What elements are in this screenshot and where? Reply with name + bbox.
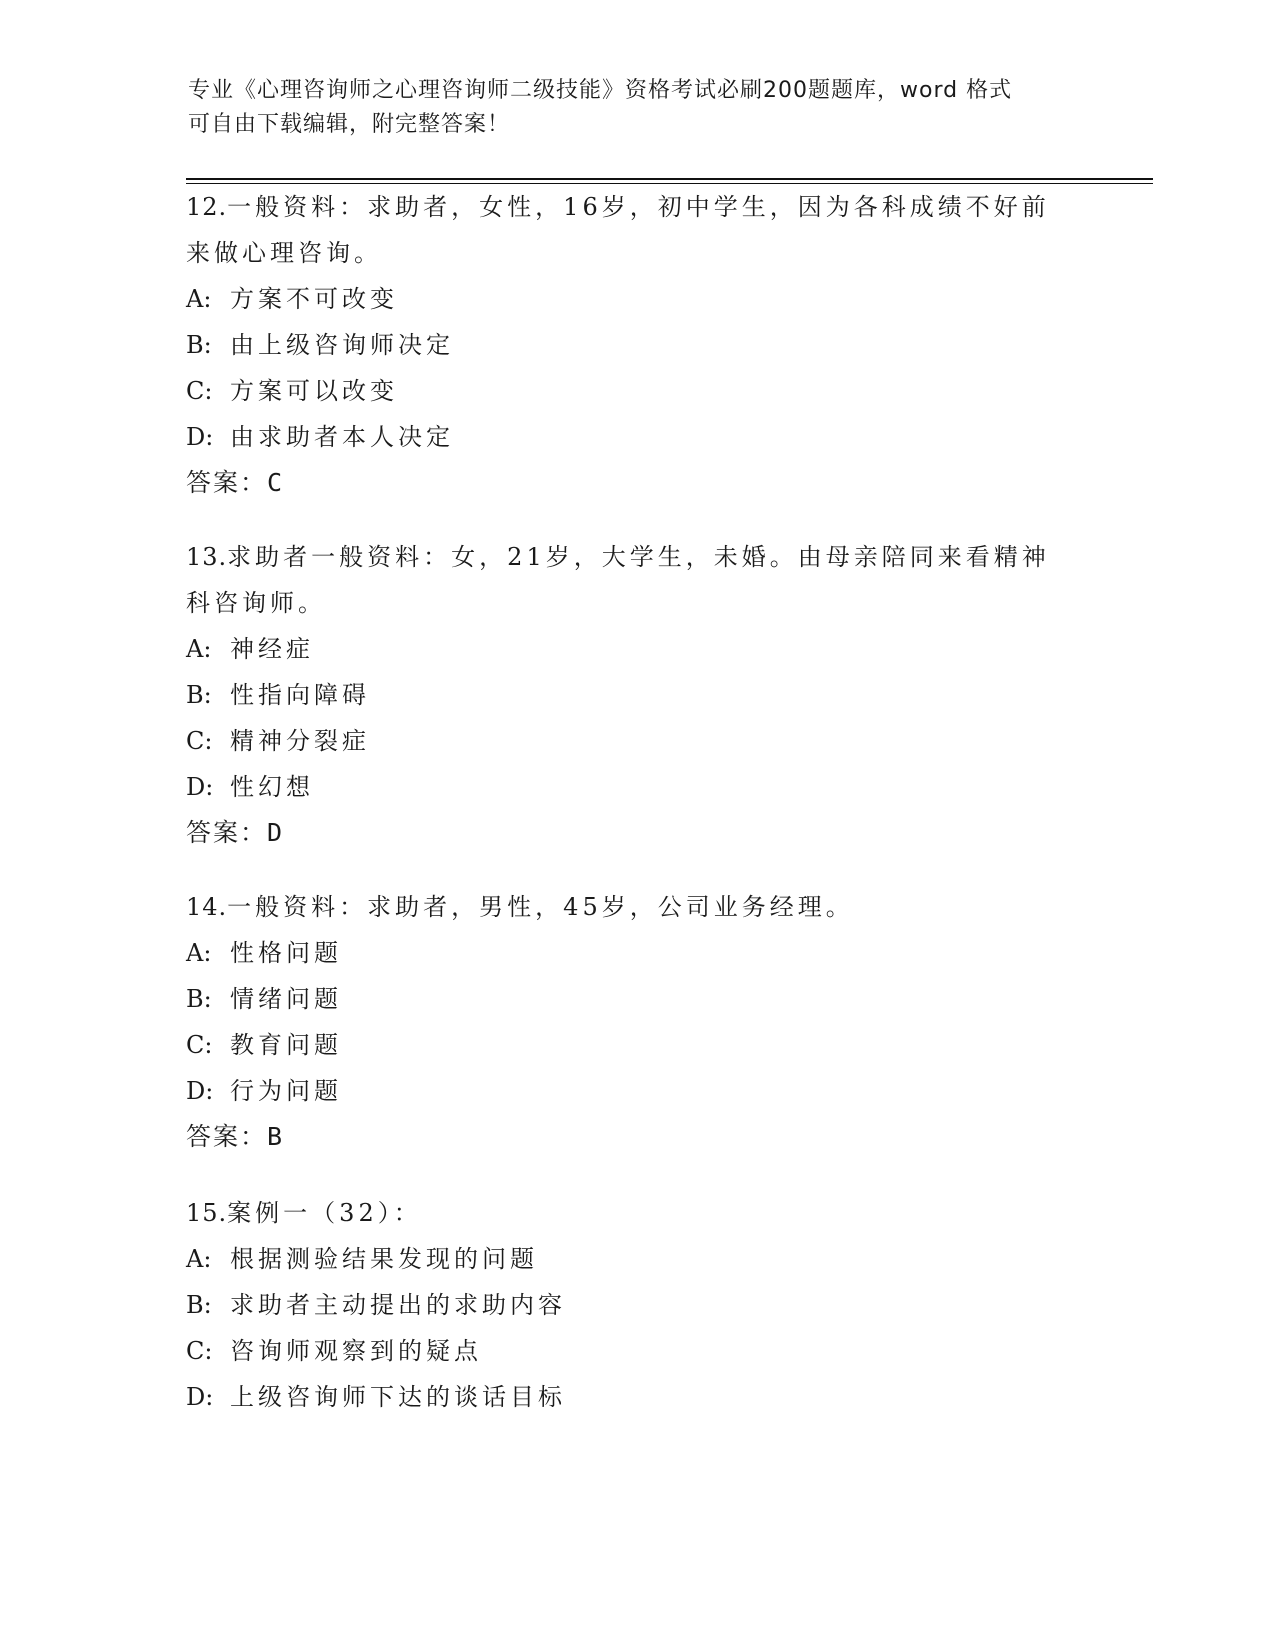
question-stem-line-1 xyxy=(186,884,1086,930)
option-text: 方案不可改变 xyxy=(230,285,398,313)
question-stem xyxy=(186,884,1086,930)
header-title-line-1: 专业《心理咨询师之心理咨询师二级技能》资格考试必刷200题题库，word 格式 xyxy=(188,78,1013,103)
option-key: D: xyxy=(186,1077,214,1105)
option-text: 情绪问题 xyxy=(230,985,342,1013)
option-key: A: xyxy=(186,939,212,967)
option-text: 精神分裂症 xyxy=(230,727,370,755)
option-text: 性幻想 xyxy=(230,773,314,801)
option-text: 由求助者本人决定 xyxy=(230,423,454,451)
answer-label: 答案： xyxy=(186,818,268,847)
answer-label: 答案： xyxy=(186,468,268,497)
option-a xyxy=(186,1236,1086,1282)
question-stem-line-1 xyxy=(186,1190,1086,1236)
option-d xyxy=(186,764,1086,810)
option-key: A: xyxy=(186,1245,212,1273)
option-key: A: xyxy=(186,635,212,663)
document-header xyxy=(188,74,1088,142)
answer-line xyxy=(186,810,1086,856)
option-b xyxy=(186,976,1086,1022)
option-key: B: xyxy=(186,681,212,709)
header-divider-thick xyxy=(186,178,1153,180)
question-number: 12. xyxy=(186,193,228,221)
option-key: C: xyxy=(186,1337,213,1365)
option-b xyxy=(186,322,1086,368)
option-a xyxy=(186,930,1086,976)
option-c xyxy=(186,718,1086,764)
question-14 xyxy=(186,884,1086,1160)
option-key: D: xyxy=(186,1383,214,1411)
option-text: 行为问题 xyxy=(230,1077,342,1105)
option-key: C: xyxy=(186,727,213,755)
question-stem xyxy=(186,534,1086,626)
answer-value: C xyxy=(267,468,283,497)
option-key: C: xyxy=(186,1031,213,1059)
question-12 xyxy=(186,184,1086,506)
option-d xyxy=(186,1068,1086,1114)
option-key: B: xyxy=(186,1291,212,1319)
answer-value: D xyxy=(267,818,283,847)
option-a xyxy=(186,626,1086,672)
answer-value: B xyxy=(267,1122,283,1151)
option-text: 神经症 xyxy=(230,635,314,663)
option-key: B: xyxy=(186,331,212,359)
option-b xyxy=(186,1282,1086,1328)
option-text: 方案可以改变 xyxy=(230,377,398,405)
answer-line xyxy=(186,460,1086,506)
question-stem-line-2: 来做心理咨询。 xyxy=(186,239,382,267)
question-stem-line-1 xyxy=(186,184,1086,230)
answer-label: 答案： xyxy=(186,1122,268,1151)
answer-line xyxy=(186,1114,1086,1160)
option-text: 教育问题 xyxy=(230,1031,342,1059)
question-stem-line-1 xyxy=(186,534,1086,580)
option-text: 求助者主动提出的求助内容 xyxy=(230,1291,566,1319)
question-15 xyxy=(186,1190,1086,1420)
option-text: 性指向障碍 xyxy=(230,681,370,709)
question-number: 15. xyxy=(186,1199,228,1227)
question-stem xyxy=(186,184,1086,276)
option-c xyxy=(186,1022,1086,1068)
option-c xyxy=(186,1328,1086,1374)
option-d xyxy=(186,414,1086,460)
question-stem-text: 案例一（32）： xyxy=(227,1199,422,1227)
question-stem-text: 求助者一般资料：女，21岁，大学生，未婚。由母亲陪同来看精神 xyxy=(227,543,1050,571)
option-text: 根据测验结果发现的问题 xyxy=(230,1245,538,1273)
question-stem-text: 一般资料：求助者，女性，16岁，初中学生，因为各科成绩不好前 xyxy=(227,193,1050,221)
question-13 xyxy=(186,534,1086,856)
option-a xyxy=(186,276,1086,322)
option-key: C: xyxy=(186,377,213,405)
option-key: D: xyxy=(186,423,214,451)
option-c xyxy=(186,368,1086,414)
question-number: 13. xyxy=(186,543,228,571)
question-number: 14. xyxy=(186,893,228,921)
question-stem xyxy=(186,1190,1086,1236)
option-key: D: xyxy=(186,773,214,801)
option-b xyxy=(186,672,1086,718)
question-stem-line-2: 科咨询师。 xyxy=(186,589,326,617)
option-d xyxy=(186,1374,1086,1420)
option-text: 性格问题 xyxy=(230,939,342,967)
option-key: A: xyxy=(186,285,212,313)
option-text: 由上级咨询师决定 xyxy=(230,331,454,359)
option-text: 咨询师观察到的疑点 xyxy=(230,1337,482,1365)
header-title-line-2: 可自由下载编辑，附完整答案！ xyxy=(188,112,511,137)
question-stem-text: 一般资料：求助者，男性，45岁，公司业务经理。 xyxy=(227,893,854,921)
option-key: B: xyxy=(186,985,212,1013)
option-text: 上级咨询师下达的谈话目标 xyxy=(230,1383,566,1411)
